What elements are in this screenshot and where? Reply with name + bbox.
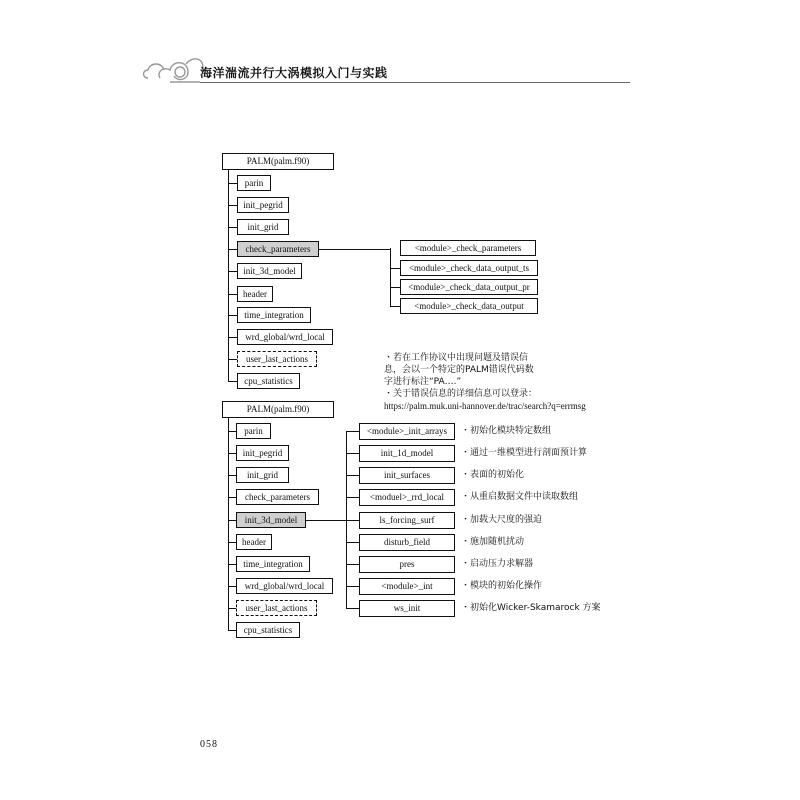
subroutine-description: ・通过一维模型进行剖面预计算 [461, 448, 588, 458]
branch-line [228, 431, 236, 432]
subtree-line [390, 248, 391, 306]
subroutine-box: <module>_int [359, 578, 455, 595]
routine-box: cpu_statistics [237, 373, 300, 389]
note-line: ・关于错误信息的详细信息可以登录： [384, 389, 538, 399]
routine-box-highlighted: init_3d_model [236, 512, 306, 528]
routine-box: init_pegrid [236, 445, 289, 461]
subroutine-box: <module>_init_arrays [359, 423, 455, 440]
routine-box-dashed: user_last_actions [236, 600, 317, 616]
branch-line [228, 337, 237, 338]
routine-box: init_3d_model [237, 263, 302, 279]
branch-line [390, 306, 400, 307]
routine-box: init_grid [236, 467, 289, 483]
branch-line [228, 315, 237, 316]
branch-line [346, 453, 359, 454]
subroutine-description: ・从重启数据文件中读取数组 [461, 492, 579, 502]
subroutine-box: ls_forcing_surf [359, 512, 455, 529]
branch-line [228, 542, 236, 543]
routine-box: time_integration [237, 307, 311, 323]
branch-line [390, 287, 400, 288]
root-palm-box: PALM(palm.f90) [222, 401, 334, 418]
subroutine-description: ・初始化模块特定数组 [461, 426, 552, 436]
branch-line [346, 431, 359, 432]
running-header-title: 海洋湍流并行大涡模拟入门与实践 [200, 66, 388, 80]
branch-line [228, 249, 237, 250]
routine-box: header [237, 286, 273, 302]
branch-line [228, 564, 236, 565]
branch-line [228, 183, 237, 184]
routine-box: parin [236, 423, 271, 439]
branch-line [346, 542, 359, 543]
branch-line [228, 205, 237, 206]
note-line: 字进行标注“PA….” [384, 377, 462, 387]
subroutine-box: <module>_check_data_output [400, 298, 538, 314]
branch-line [228, 381, 237, 382]
branch-line [346, 475, 359, 476]
routine-box: time_integration [236, 556, 310, 572]
routine-box: wrd_global/wrd_local [236, 578, 333, 594]
branch-line [228, 227, 237, 228]
branch-line [346, 564, 359, 565]
routine-box-dashed: user_last_actions [237, 351, 317, 367]
routine-box: cpu_statistics [236, 622, 300, 638]
routine-box: init_pegrid [237, 197, 289, 213]
branch-line [228, 271, 237, 272]
branch-line [228, 586, 236, 587]
header-rule [200, 82, 630, 83]
branch-line [346, 586, 359, 587]
connector-line [306, 520, 346, 521]
branch-line [346, 497, 359, 498]
subroutine-box: pres [359, 556, 455, 573]
note-line: ・若在工作协议中出现问题及错误信 [384, 353, 529, 363]
connector-line [319, 249, 390, 250]
subroutine-box: init_1d_model [359, 445, 455, 462]
subroutine-box: <module>_check_parameters [400, 240, 536, 256]
note-line: 息，会以一个特定的PALM错误代码数 [384, 365, 534, 375]
subroutine-box: init_surfaces [359, 467, 455, 484]
branch-line [228, 294, 237, 295]
root-palm-box: PALM(palm.f90) [222, 153, 334, 170]
subroutine-box: ws_init [359, 600, 455, 617]
branch-line [228, 475, 236, 476]
subroutine-box: <module>_check_data_output_pr [400, 279, 538, 295]
routine-box: wrd_global/wrd_local [237, 329, 333, 345]
branch-line [228, 359, 237, 360]
subroutine-description: ・启动压力求解器 [461, 559, 534, 569]
subroutine-description: ・施加随机扰动 [461, 537, 525, 547]
routine-box: parin [237, 175, 271, 191]
branch-line [346, 520, 359, 521]
routine-box: header [236, 534, 272, 550]
branch-line [228, 630, 236, 631]
subroutine-description: ・表面的初始化 [461, 470, 525, 480]
trunk-line [228, 170, 229, 381]
subroutine-box: <module>_check_data_output_ts [400, 260, 538, 276]
trunk-line [228, 418, 229, 631]
subroutine-box: <moduel>_rrd_local [359, 489, 455, 506]
subroutine-box: disturb_field [359, 534, 455, 551]
routine-box: check_parameters [236, 489, 319, 505]
branch-line [390, 268, 400, 269]
subroutine-description: ・模块的初始化操作 [461, 581, 543, 591]
subroutine-description: ・初始化Wicker-Skamarock 方案 [461, 603, 601, 613]
branch-line [228, 453, 236, 454]
branch-line [228, 608, 236, 609]
page-number: 058 [200, 739, 218, 750]
subroutine-description: ・加载大尺度的强迫 [461, 515, 543, 525]
branch-line [346, 608, 359, 609]
routine-box: init_grid [237, 219, 289, 235]
branch-line [228, 497, 236, 498]
branch-line [228, 520, 236, 521]
routine-box-highlighted: check_parameters [237, 241, 319, 257]
note-url: https://palm.muk.uni-hannover.de/trac/search?q=errmsg [384, 401, 586, 411]
